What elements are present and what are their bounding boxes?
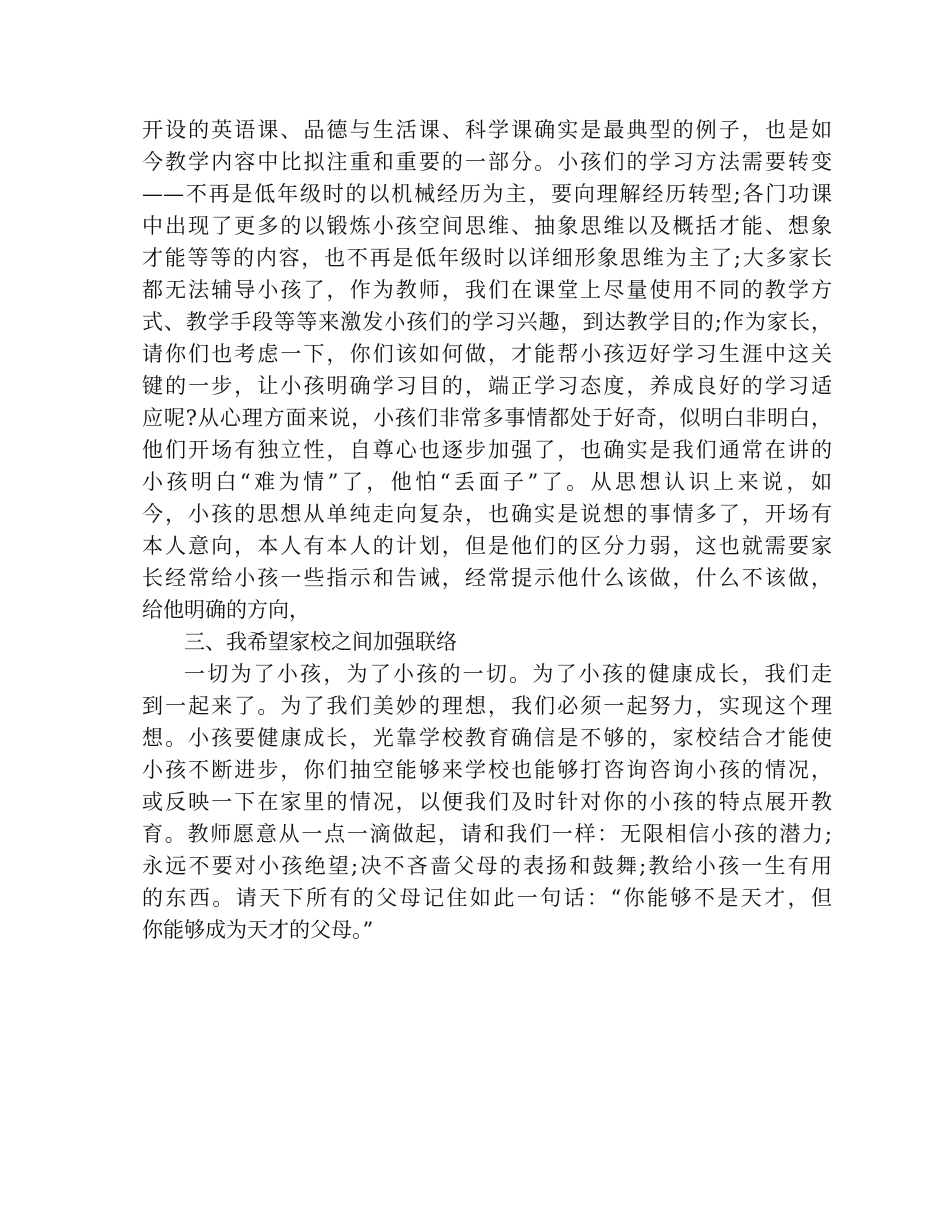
paragraph-line: 一切为了小孩，为了小孩的一切。为了小孩的健康成长，我们走 — [184, 662, 832, 686]
paragraph-line: 的东西。请天下所有的父母记住如此一句话：“你能够不是天才，但 — [142, 886, 832, 910]
paragraph-line: 或反映一下在家里的情况，以便我们及时针对你的小孩的特点展开教 — [142, 790, 832, 814]
paragraph-line: 中出现了更多的以锻炼小孩空间思维、抽象思维以及概括才能、想象 — [142, 214, 832, 238]
document-body — [142, 114, 832, 946]
paragraph-line: 开设的英语课、品德与生活课、科学课确实是最典型的例子，也是如 — [142, 118, 832, 142]
paragraph-line: 你能够成为天才的父母。” — [142, 918, 374, 942]
paragraph-line: 式、教学手段等等来激发小孩们的学习兴趣，到达教学目的;作为家长， — [142, 310, 832, 334]
paragraph-line: 请你们也考虑一下，你们该如何做，才能帮小孩迈好学习生涯中这关 — [142, 342, 832, 366]
paragraph-line: 键的一步，让小孩明确学习目的，端正学习态度，养成良好的学习适 — [142, 374, 832, 398]
paragraph-line: 永远不要对小孩绝望;决不吝啬父母的表扬和鼓舞;教给小孩一生有用 — [142, 854, 832, 878]
paragraph-line: 都无法辅导小孩了，作为教师，我们在课堂上尽量使用不同的教学方 — [142, 278, 832, 302]
section-heading: 三、我希望家校之间加强联络 — [184, 630, 457, 654]
paragraph-line: 小孩不断进步，你们抽空能够来学校也能够打咨询咨询小孩的情况， — [142, 758, 832, 782]
paragraph-line: 育。教师愿意从一点一滴做起，请和我们一样：无限相信小孩的潜力; — [142, 822, 832, 846]
paragraph-line: 才能等等的内容，也不再是低年级时以详细形象思维为主了;大多家长 — [142, 246, 832, 270]
paragraph-line: 长经常给小孩一些指示和告诫，经常提示他什么该做，什么不该做， — [142, 566, 832, 590]
paragraph-line: 本人意向，本人有本人的计划，但是他们的区分力弱，这也就需要家 — [142, 534, 832, 558]
paragraph-line: 今，小孩的思想从单纯走向复杂，也确实是说想的事情多了，开场有 — [142, 502, 832, 526]
paragraph-line: 小孩明白“难为情”了，他怕“丢面子”了。从思想认识上来说，如 — [142, 470, 832, 494]
paragraph-line: 给他明确的方向， — [142, 598, 310, 622]
paragraph-line: 今教学内容中比拟注重和重要的一部分。小孩们的学习方法需要转变 — [142, 150, 832, 174]
paragraph-line: 应呢?从心理方面来说，小孩们非常多事情都处于好奇，似明白非明白， — [142, 406, 832, 430]
paragraph-line: 想。小孩要健康成长，光靠学校教育确信是不够的，家校结合才能使 — [142, 726, 832, 750]
paragraph-line: ——不再是低年级时的以机械经历为主，要向理解经历转型;各门功课 — [142, 182, 832, 206]
paragraph-line: 他们开场有独立性，自尊心也逐步加强了，也确实是我们通常在讲的 — [142, 438, 832, 462]
paragraph-line: 到一起来了。为了我们美妙的理想，我们必须一起努力，实现这个理 — [142, 694, 832, 718]
